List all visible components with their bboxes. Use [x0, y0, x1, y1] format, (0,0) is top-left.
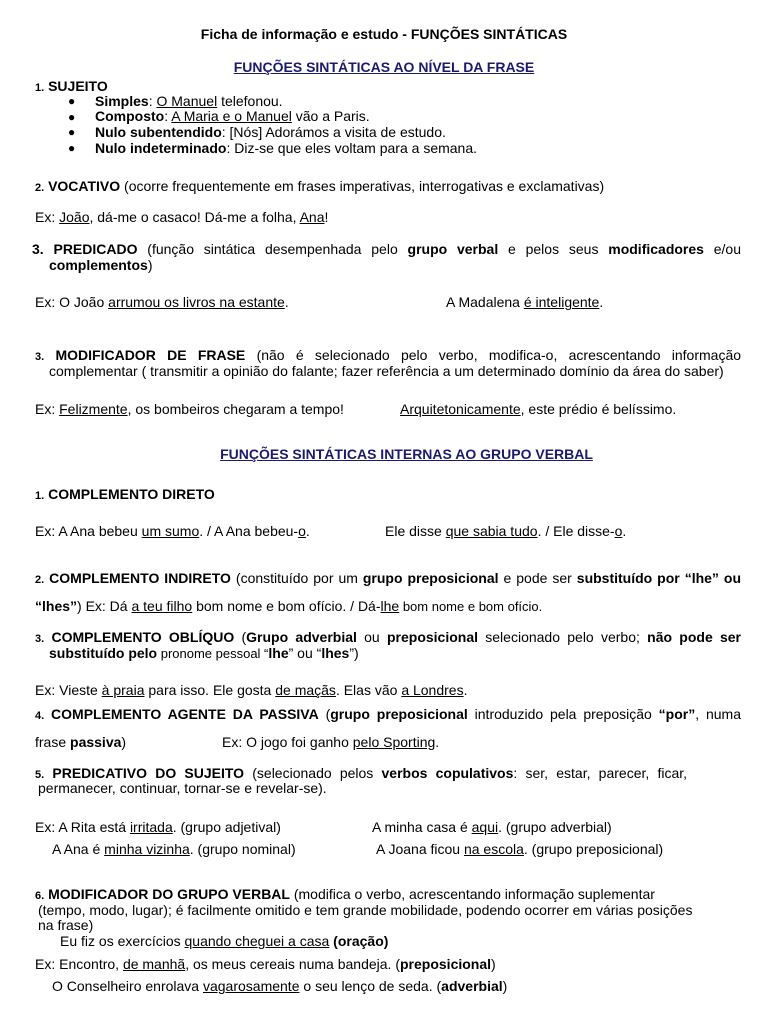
predicado-example-2: A Madalena é inteligente.	[446, 294, 604, 310]
sujeito-item: Nulo subentendido: [Nós] Adorámos a visita de estudo.	[95, 124, 446, 140]
ps-line2: permanecer, continuar, tornar-se e revelar-se).	[38, 780, 327, 796]
vocativo-heading: 2. VOCATIVO (ocorre frequentemente em frases imperativas, interrogativas e exclamativas)	[35, 178, 605, 194]
bullet-icon: ●	[68, 94, 76, 108]
cd-example-1: Ex: A Ana bebeu um sumo. / A Ana bebeu-o.	[35, 523, 310, 539]
sujeito-item: Simples: O Manuel telefonou.	[95, 93, 283, 109]
bullet-icon: ●	[68, 125, 76, 139]
document-title: Ficha de informação e estudo - FUNÇÕES SINTÁTICAS	[200, 26, 568, 42]
ps-example-1: Ex: A Rita está irritada. (grupo adjetival)	[35, 819, 281, 835]
vocativo-example: Ex: João, dá-me o casaco! Dá-me a folha, Ana!	[35, 209, 329, 225]
modfrase-heading: 3. MODIFICADOR DE FRASE (não é selecionado pelo verbo, modifica-o, acrescentando informação	[35, 347, 742, 363]
section-heading-frase: FUNÇÕES SINTÁTICAS AO NÍVEL DA FRASE	[233, 59, 535, 75]
item-label: SUJEITO	[48, 78, 108, 94]
sujeito-item: Nulo indeterminado: Diz-se que eles voltam para a semana.	[95, 140, 478, 156]
cap-example: Ex: O jogo foi ganho pelo Sporting.	[222, 734, 440, 750]
section-heading-grupo-verbal: FUNÇÕES SINTÁTICAS INTERNAS AO GRUPO VERBAL	[220, 446, 593, 462]
ps-heading: 5. PREDICATIVO DO SUJEITO (selecionado pelos verbos copulativos: ser, estar, parecer, ficar,	[35, 765, 688, 781]
ci-line2: “lhes”) Ex: Dá a teu filho bom nome e bom ofício. / Dá-lhe bom nome e bom ofício.	[35, 598, 543, 614]
cap-heading: 4. COMPLEMENTO AGENTE DA PASSIVA (grupo preposicional introduzido pela preposição “por”, numa	[35, 706, 742, 722]
predicado-heading: 3. PREDICADO (função sintática desempenhada pelo grupo verbal e pelos seus modificadores e/ou	[32, 241, 741, 257]
cd-example-2: Ele disse que sabia tudo. / Ele disse-o.	[385, 523, 627, 539]
predicado-desc-line2: complementos)	[49, 257, 153, 273]
bullet-icon: ●	[68, 110, 76, 124]
sujeito-item: Composto: A Maria e o Manuel vão a Paris.	[95, 108, 370, 124]
mgv-example-1: Eu fiz os exercícios quando cheguei a casa (oração)	[60, 933, 389, 949]
co-heading: 3. COMPLEMENTO OBLÍQUO (Grupo adverbial ou preposicional selecionado pelo verbo; não pode ser	[35, 629, 742, 645]
bullet-icon: ●	[68, 141, 76, 155]
co-line2: substituído pelo pronome pessoal “lhe” ou “lhes”)	[49, 645, 359, 661]
mgv-line3: na frase)	[38, 917, 94, 933]
co-example: Ex: Vieste à praia para isso. Ele gosta de maçãs. Elas vão a Londres.	[35, 682, 468, 698]
item-number: 1.	[35, 82, 45, 94]
mgv-heading: 6. MODIFICADOR DO GRUPO VERBAL (modifica o verbo, acrescentando informação suplementar	[35, 886, 655, 902]
modfrase-example-1: Ex: Felizmente, os bombeiros chegaram a tempo!	[35, 401, 344, 417]
ci-heading: 2. COMPLEMENTO INDIRETO (constituído por um grupo preposicional e pode ser substituído por “lhe” ou	[35, 570, 741, 586]
cd-heading: 1. COMPLEMENTO DIRETO	[35, 486, 215, 502]
predicado-example-1: Ex: O João arrumou os livros na estante.	[35, 294, 289, 310]
ps-example-4: A Joana ficou na escola. (grupo preposicional)	[376, 841, 664, 857]
ps-example-3: A Ana é minha vizinha. (grupo nominal)	[52, 841, 296, 857]
cap-line2: frase passiva)	[35, 734, 127, 750]
mgv-example-2: Ex: Encontro, de manhã, os meus cereais numa bandeja. (preposicional)	[35, 956, 496, 972]
modfrase-desc-line2: complementar ( transmitir a opinião do falante; fazer referência a um determinado domínio da área do saber)	[49, 363, 724, 379]
modfrase-example-2: Arquitetonicamente, este prédio é belíssimo.	[400, 401, 677, 417]
mgv-line2: (tempo, modo, lugar); é facilmente omitido e tem grande mobilidade, podendo ocorrer em várias posições	[38, 902, 693, 918]
ps-example-2: A minha casa é aqui. (grupo adverbial)	[372, 819, 612, 835]
mgv-example-3: O Conselheiro enrolava vagarosamente o seu lenço de seda. (adverbial)	[52, 978, 508, 994]
